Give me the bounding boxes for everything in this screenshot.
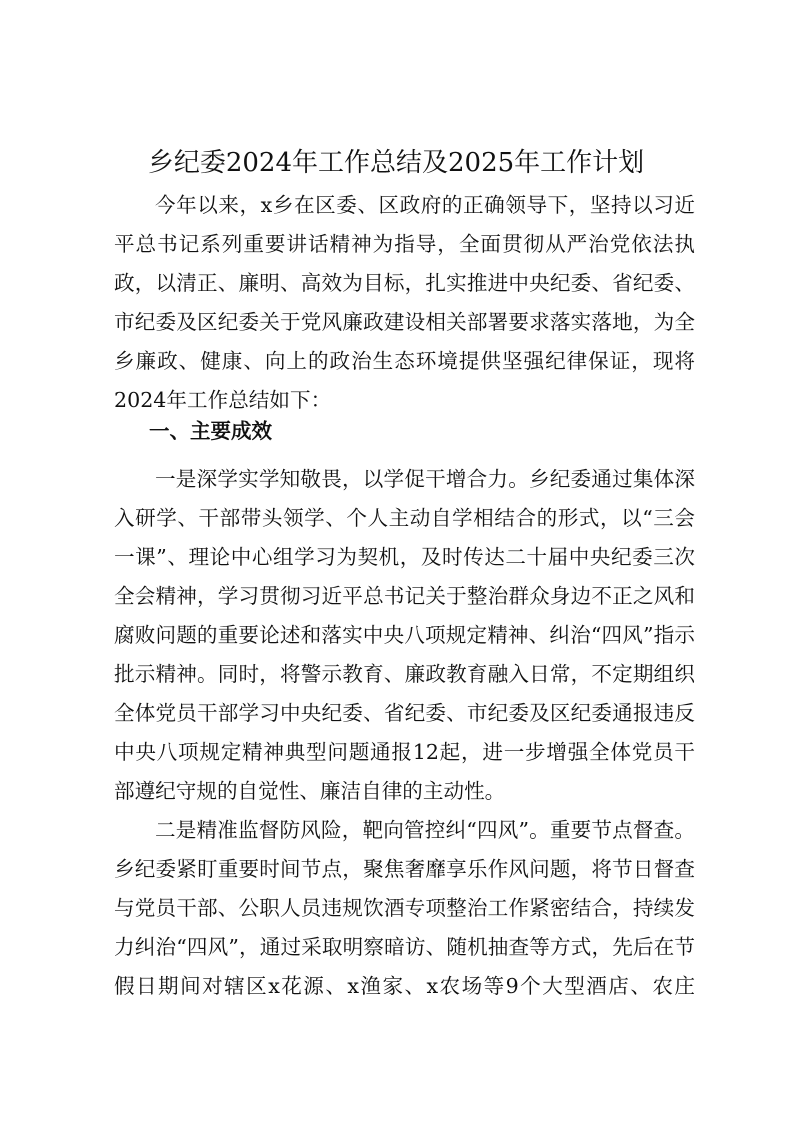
paragraph-line: 中央八项规定精神典型问题通报12起，进一步增强全体党员干 [114, 740, 695, 764]
paragraph-line: 全体党员干部学习中央纪委、省纪委、市纪委及区纪委通报违反 [114, 701, 695, 725]
intro-line: 市纪委及区纪委关于党风廉政建设相关部署要求落实落地，为全 [114, 310, 695, 334]
paragraph-line: 假日期间对辖区x花源、x渔家、x农场等9个大型酒店、农庄 [114, 974, 695, 998]
intro-line: 今年以来，x乡在区委、区政府的正确领导下，坚持以习近 [155, 193, 695, 217]
paragraph-line: 入研学、干部带头领学、个人主动自学相结合的形式，以“三会 [114, 506, 695, 530]
paragraph-line: 部遵纪守规的自觉性、廉洁自律的主动性。 [114, 779, 506, 803]
intro-line: 2024年工作总结如下： [114, 388, 332, 412]
paragraph-line: 一是深学实学知敬畏，以学促干增合力。乡纪委通过集体深 [155, 467, 695, 491]
intro-line: 平总书记系列重要讲话精神为指导，全面贯彻从严治党依法执 [114, 232, 695, 256]
document-title: 乡纪委2024年工作总结及2025年工作计划 [147, 148, 645, 178]
paragraph-line: 力纠治“四风”，通过采取明察暗访、随机抽查等方式，先后在节 [114, 935, 695, 959]
paragraph-line: 批示精神。同时，将警示教育、廉政教育融入日常，不定期组织 [114, 662, 695, 686]
paragraph-line: 腐败问题的重要论述和落实中央八项规定精神、纠治“四风”指示 [114, 623, 695, 647]
intro-line: 乡廉政、健康、向上的政治生态环境提供坚强纪律保证，现将 [114, 349, 695, 373]
section-heading: 一、主要成效 [149, 419, 272, 443]
paragraph-line: 乡纪委紧盯重要时间节点，聚焦奢靡享乐作风问题，将节日督查 [114, 857, 695, 881]
intro-line: 政，以清正、廉明、高效为目标，扎实推进中央纪委、省纪委、 [114, 271, 695, 295]
paragraph-line: 二是精准监督防风险，靶向管控纠“四风”。重要节点督查。 [155, 818, 695, 842]
paragraph-line: 全会精神，学习贯彻习近平总书记关于整治群众身边不正之风和 [114, 584, 695, 608]
paragraph-line: 一课”、理论中心组学习为契机，及时传达二十届中央纪委三次 [114, 545, 695, 569]
paragraph-line: 与党员干部、公职人员违规饮酒专项整治工作紧密结合，持续发 [114, 896, 695, 920]
